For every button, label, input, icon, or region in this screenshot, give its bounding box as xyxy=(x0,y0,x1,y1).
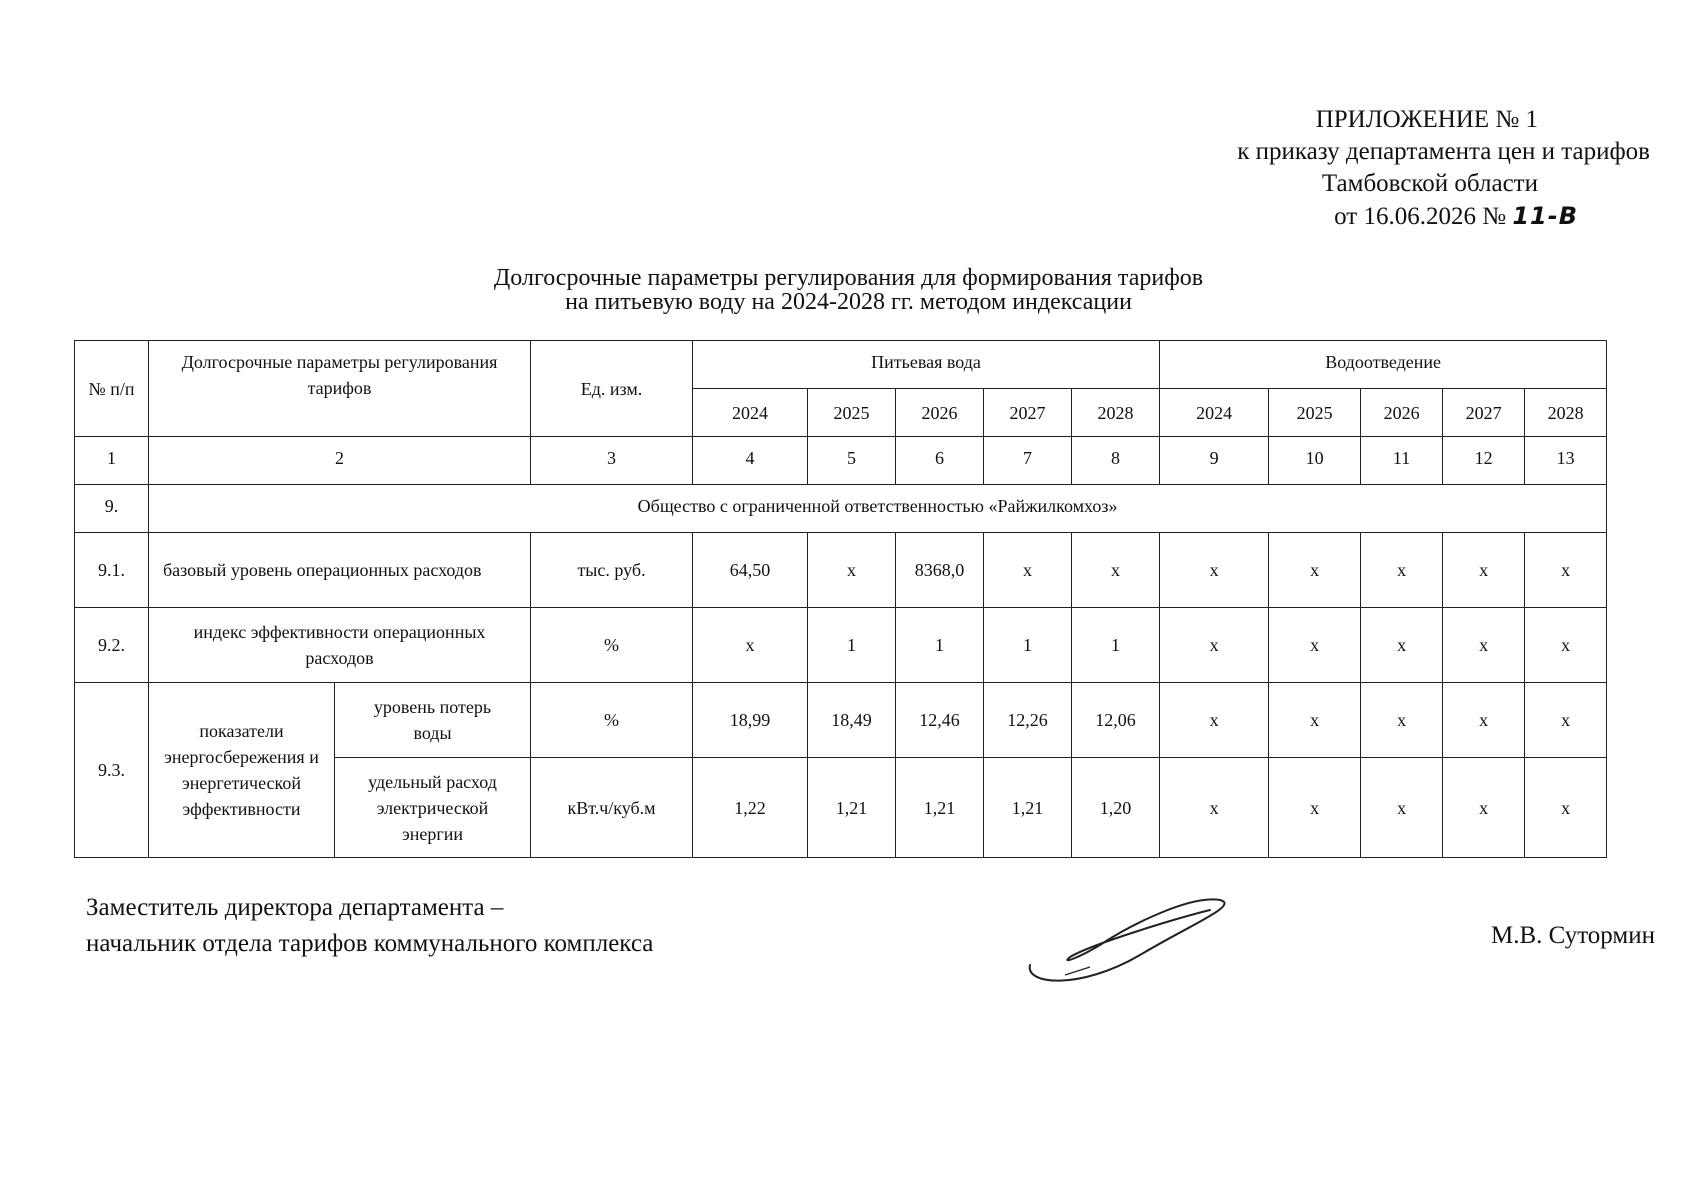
col-number: 3 xyxy=(531,437,693,485)
value-cell: x xyxy=(1160,758,1269,858)
appendix-title: ПРИЛОЖЕНИЕ № 1 xyxy=(1315,106,1538,133)
col-number: 2 xyxy=(149,437,531,485)
header-row-1 xyxy=(75,341,1607,389)
document-title-line1: Долгосрочные параметры регулирования для формирования тарифов xyxy=(493,265,1204,291)
header-wastewater: Водоотведение xyxy=(1160,341,1607,389)
row-num: 9.2. xyxy=(75,608,149,683)
document-title xyxy=(0,266,1697,314)
position-line1: Заместитель директора департамента – xyxy=(86,894,504,921)
year-cell: 2026 xyxy=(1361,389,1443,437)
row-num: 9.3. xyxy=(75,683,149,858)
col-number: 8 xyxy=(1072,437,1160,485)
value-cell: 1,21 xyxy=(984,758,1072,858)
org-num: 9. xyxy=(75,485,149,533)
appendix-date: от 16.06.2026 № xyxy=(1334,203,1507,230)
row-unit: % xyxy=(531,608,693,683)
col-number: 13 xyxy=(1525,437,1607,485)
value-cell: 1 xyxy=(896,608,984,683)
row-param: индекс эффективности операционных расходов xyxy=(149,608,531,683)
table-row xyxy=(75,683,1607,758)
table-row xyxy=(75,608,1607,683)
group-label: показатели энергосбережения и энергетической эффективности xyxy=(149,683,335,858)
year-cell: 2024 xyxy=(1160,389,1269,437)
value-cell: 8368,0 xyxy=(896,533,984,608)
col-number: 4 xyxy=(693,437,808,485)
header-num: № п/п xyxy=(75,341,149,437)
value-cell: 12,06 xyxy=(1072,683,1160,758)
header-unit: Ед. изм. xyxy=(531,341,693,437)
appendix-date-line xyxy=(1090,200,1650,233)
value-cell: 12,26 xyxy=(984,683,1072,758)
signatory-name: М.В. Сутормин xyxy=(1490,922,1655,949)
value-cell: x xyxy=(1361,608,1443,683)
year-cell: 2025 xyxy=(1269,389,1361,437)
row-unit: тыс. руб. xyxy=(531,533,693,608)
header-param: Долгосрочные параметры регулирования тарифов xyxy=(149,341,531,437)
value-cell: 18,99 xyxy=(693,683,808,758)
position-line2: начальник отдела тарифов коммунального комплекса xyxy=(86,930,654,957)
col-number: 11 xyxy=(1361,437,1443,485)
parameters-table xyxy=(74,340,1607,858)
row-unit: % xyxy=(531,683,693,758)
value-cell: x xyxy=(1525,683,1607,758)
row-param: базовый уровень операционных расходов xyxy=(149,533,531,608)
appendix-region-line: Тамбовской области xyxy=(1321,170,1538,197)
value-cell: 1,21 xyxy=(808,758,896,858)
value-cell: x xyxy=(1269,758,1361,858)
value-cell: 12,46 xyxy=(896,683,984,758)
value-cell: x xyxy=(1443,533,1525,608)
value-cell: x xyxy=(1269,683,1361,758)
value-cell: 1 xyxy=(808,608,896,683)
value-cell: x xyxy=(984,533,1072,608)
value-cell: x xyxy=(1525,758,1607,858)
document-title-line2: на питьевую воду на 2024-2028 гг. методом индексации xyxy=(565,289,1132,315)
row-num: 9.1. xyxy=(75,533,149,608)
value-cell: x xyxy=(1443,608,1525,683)
value-cell: x xyxy=(1160,533,1269,608)
value-cell: x xyxy=(693,608,808,683)
col-number: 10 xyxy=(1269,437,1361,485)
appendix-header xyxy=(1090,104,1650,233)
table-row xyxy=(75,533,1607,608)
value-cell: x xyxy=(1160,683,1269,758)
org-row xyxy=(75,485,1607,533)
value-cell: 18,49 xyxy=(808,683,896,758)
value-cell: x xyxy=(1072,533,1160,608)
value-cell: 1,20 xyxy=(1072,758,1160,858)
column-number-row xyxy=(75,437,1607,485)
row-unit: кВт.ч/куб.м xyxy=(531,758,693,858)
col-number: 9 xyxy=(1160,437,1269,485)
value-cell: 1 xyxy=(1072,608,1160,683)
col-number: 12 xyxy=(1443,437,1525,485)
value-cell: x xyxy=(1443,683,1525,758)
year-cell: 2024 xyxy=(693,389,808,437)
value-cell: 64,50 xyxy=(693,533,808,608)
value-cell: x xyxy=(1443,758,1525,858)
row-param: уровень потерь воды xyxy=(335,683,531,758)
col-number: 7 xyxy=(984,437,1072,485)
signatory-position xyxy=(86,890,653,962)
org-name: Общество с ограниченной ответственностью «Райжилкомхоз» xyxy=(149,485,1607,533)
year-cell: 2026 xyxy=(896,389,984,437)
row-param: удельный расход электрической энергии xyxy=(335,758,531,858)
handwritten-order-number: 11-В xyxy=(1512,202,1578,230)
value-cell: 1 xyxy=(984,608,1072,683)
value-cell: x xyxy=(1160,608,1269,683)
year-cell: 2025 xyxy=(808,389,896,437)
appendix-order-line: к приказу департамента цен и тарифов xyxy=(1237,138,1650,165)
value-cell: x xyxy=(1269,533,1361,608)
year-cell: 2027 xyxy=(984,389,1072,437)
value-cell: x xyxy=(1269,608,1361,683)
col-number: 5 xyxy=(808,437,896,485)
col-number: 6 xyxy=(896,437,984,485)
value-cell: x xyxy=(1361,683,1443,758)
handwritten-signature xyxy=(1020,895,1240,995)
value-cell: x xyxy=(1361,758,1443,858)
value-cell: 1,22 xyxy=(693,758,808,858)
header-drinking-water: Питьевая вода xyxy=(693,341,1160,389)
value-cell: 1,21 xyxy=(896,758,984,858)
year-cell: 2028 xyxy=(1072,389,1160,437)
year-cell: 2028 xyxy=(1525,389,1607,437)
value-cell: x xyxy=(808,533,896,608)
col-number: 1 xyxy=(75,437,149,485)
value-cell: x xyxy=(1525,608,1607,683)
year-cell: 2027 xyxy=(1443,389,1525,437)
value-cell: x xyxy=(1361,533,1443,608)
value-cell: x xyxy=(1525,533,1607,608)
